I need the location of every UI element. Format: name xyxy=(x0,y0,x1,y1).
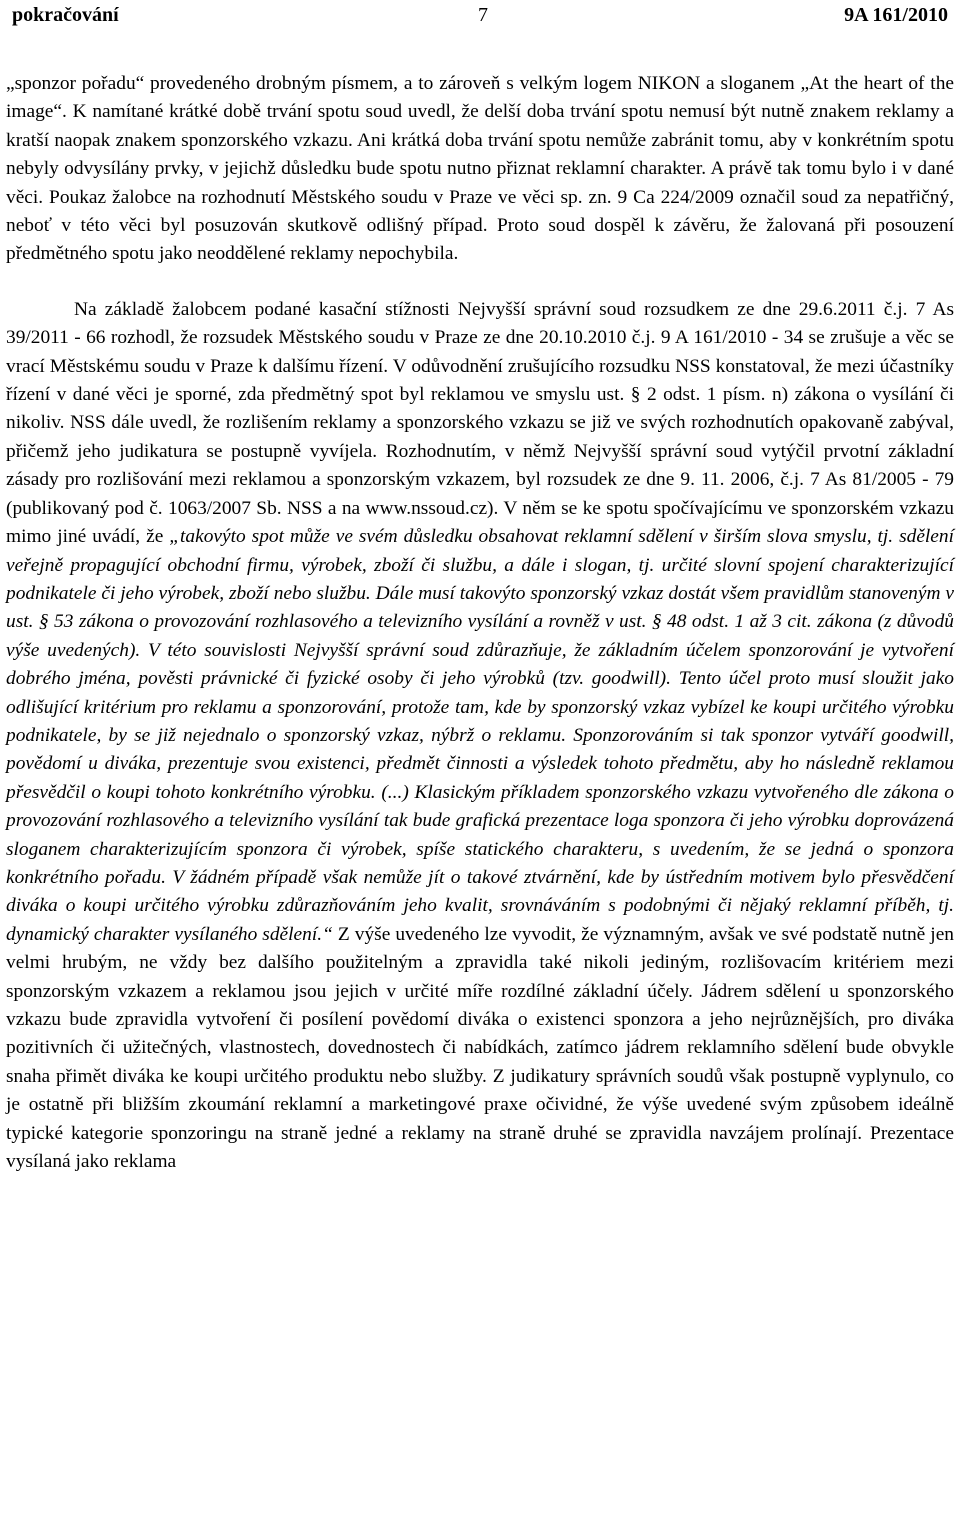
paragraph-2-quote: „takovýto spot může ve svém důsledku obsahovat reklamní sdělení v širším slova smyslu, tj. sdělení veřejně propagující obchodní firmu, výrobek, zboží či službu, a dále i slogan, tj. určité slovní spojení charakterizující podnikatele či jeho výrobek, zboží nebo službu. Dále musí takovýto sponzorský vzkaz dostát všem pravidlům stanoveným v ust. § 53 zákona o provozování rozhlasového a televizního vysílání a rovněž v ust. § 48 odst. 1 až 3 cit. zákona (z důvodů výše uvedených). V této souvislosti Nejvyšší správní soud zdůrazňuje, že základním účelem sponzorování je vytvoření dobrého jména, pověsti právnické či fyzické osoby či jeho výrobků (tzv. goodwill). Tento účel proto musí sloužit jako odlišující kritérium pro reklamu a sponzorování, protože tam, kde by sponzorský vzkaz vybízel ke koupi určitého výrobku podnikatele, by se již nejednalo o sponzorský vzkaz, nýbrž o reklamu. Sponzorováním si tak sponzor vytváří goodwill, povědomí u diváka, prezentuje svou existenci, předmět činnosti a výsledek tohoto předmětu, aby ho následně reklamou přesvědčil o koupi tohoto konkrétního výrobku. (...) Klasickým příkladem sponzorského vzkazu vytvořeného dle zákona o provozování rozhlasového a televizního vysílání tak bude grafická prezentace loga sponzora či jeho výrobku doprovázená sloganem charakterizujícím sponzora či výrobek, spíše statického charakteru, s uvedením, že se jedná o sponzora konkrétního pořadu. V žádném případě však nemůže jít o takové ztvárnění, kde by ústředním motivem bylo přesvědčení diváka o koupi určitého výrobku zdůrazňováním jeho kvalit, srovnáváním s podobnými či nějaký reklamní příběh, tj. dynamický charakter vysílaného sdělení.“ xyxy=(6,526,954,945)
paragraph-2-continuation: Z výše uvedeného lze vyvodit, že významným, avšak ve své podstatě nutně jen velmi hrubým, ne vždy bez dalšího použitelným a zpravidla také nikoli jediným, rozlišovacím kritériem mezi sponzorským vzkazem a reklamou jsou jejich v určité míře rozdílné základní účely. Jádrem sdělení u sponzorského vzkazu bude zpravidla vytvoření či posílení povědomí diváka o existenci sponzora a jeho nejrůznějších, pro diváka pozitivních či užitečných, vlastnostech, dovednostech či nabídkách, zatímco jádrem reklamního sdělení bude obvykle snaha přimět diváka ke koupi určitého produktu nebo služby. Z judikatury správních soudů však postupně vyplynulo, co je ostatně při bližším zkoumání reklamní a marketingové praxe očividné, že výše uvedené svým způsobem ideálně typické kategorie sponzoringu na straně jedné a reklamy na straně druhé se zpravidla navzájem prolínají. Prezentace vysílaná jako reklama xyxy=(6,923,955,1173)
document-body xyxy=(6,70,954,1176)
paragraph-1: „sponzor pořadu“ provedeného drobným písmem, a to zároveň s velkým logem NIKON a sloganem „At the heart of the image“. K namítané krátké době trvání spotu soud uvedl, že delší doba trvání spotu nemusí být nutně znakem reklamy a kratší naopak znakem sponzorského vzkazu. Ani krátká doba trvání spotu nemůže zabránit tomu, aby v konkrétním spotu nebyly odvysílány prvky, v jejichž důsledku bude spotu nutno přiznat reklamní charakter. A právě tak tomu bylo i v dané věci. Poukaz žalobce na rozhodnutí Městského soudu v Praze ve věci sp. zn. 9 Ca 224/2009 označil soud za nepatřičný, neboť v této věci byl posuzován skutkově odlišný případ. Proto soud dospěl k závěru, že žalovaná při posouzení předmětného spotu jako neoddělené reklamy nepochybila. xyxy=(6,73,954,265)
paragraph-2 xyxy=(6,296,954,1177)
paragraph-2-intro: Na základě žalobcem podané kasační stížnosti Nejvyšší správní soud rozsudkem ze dne 29.6.2011 č.j. 7 As 39/2011 - 66 rozhodl, že rozsudek Městského soudu v Praze ze dne 20.10.2010 č.j. 9 A 161/2010 - 34 se zrušuje a věc se vrací Městskému soudu v Praze k dalšímu řízení. V odůvodnění zrušujícího rozsudku NSS konstatoval, že mezi účastníky řízení v dané věci je sporné, zda předmětný spot byl reklamou ve smyslu ust. § 2 odst. 1 písm. n) zákona o vysílání či nikoliv. NSS dále uvedl, že rozlišením reklamy a sponzorského vzkazu se již ve svých rozhodnutích opakovaně zabýval, přičemž jeho judikatura se postupně vyvíjela. Rozhodnutím, v němž Nejvyšší správní soud vytýčil prvotní základní zásady pro rozlišování mezi reklamou a sponzorským vzkazem, byl rozsudek ze dne 9. 11. 2006, č.j. 7 As 81/2005 - 79 (publikovaný pod č. 1063/2007 Sb. NSS a na www.nssoud.cz). V něm se ke spotu spočívajícímu ve sponzorském vzkazu mimo jiné uvádí, že xyxy=(6,298,954,548)
page-header xyxy=(6,0,954,34)
header-page-number: 7 xyxy=(478,4,488,26)
header-case-number: 9A 161/2010 xyxy=(844,4,948,26)
header-continuation-label: pokračování xyxy=(12,4,119,26)
